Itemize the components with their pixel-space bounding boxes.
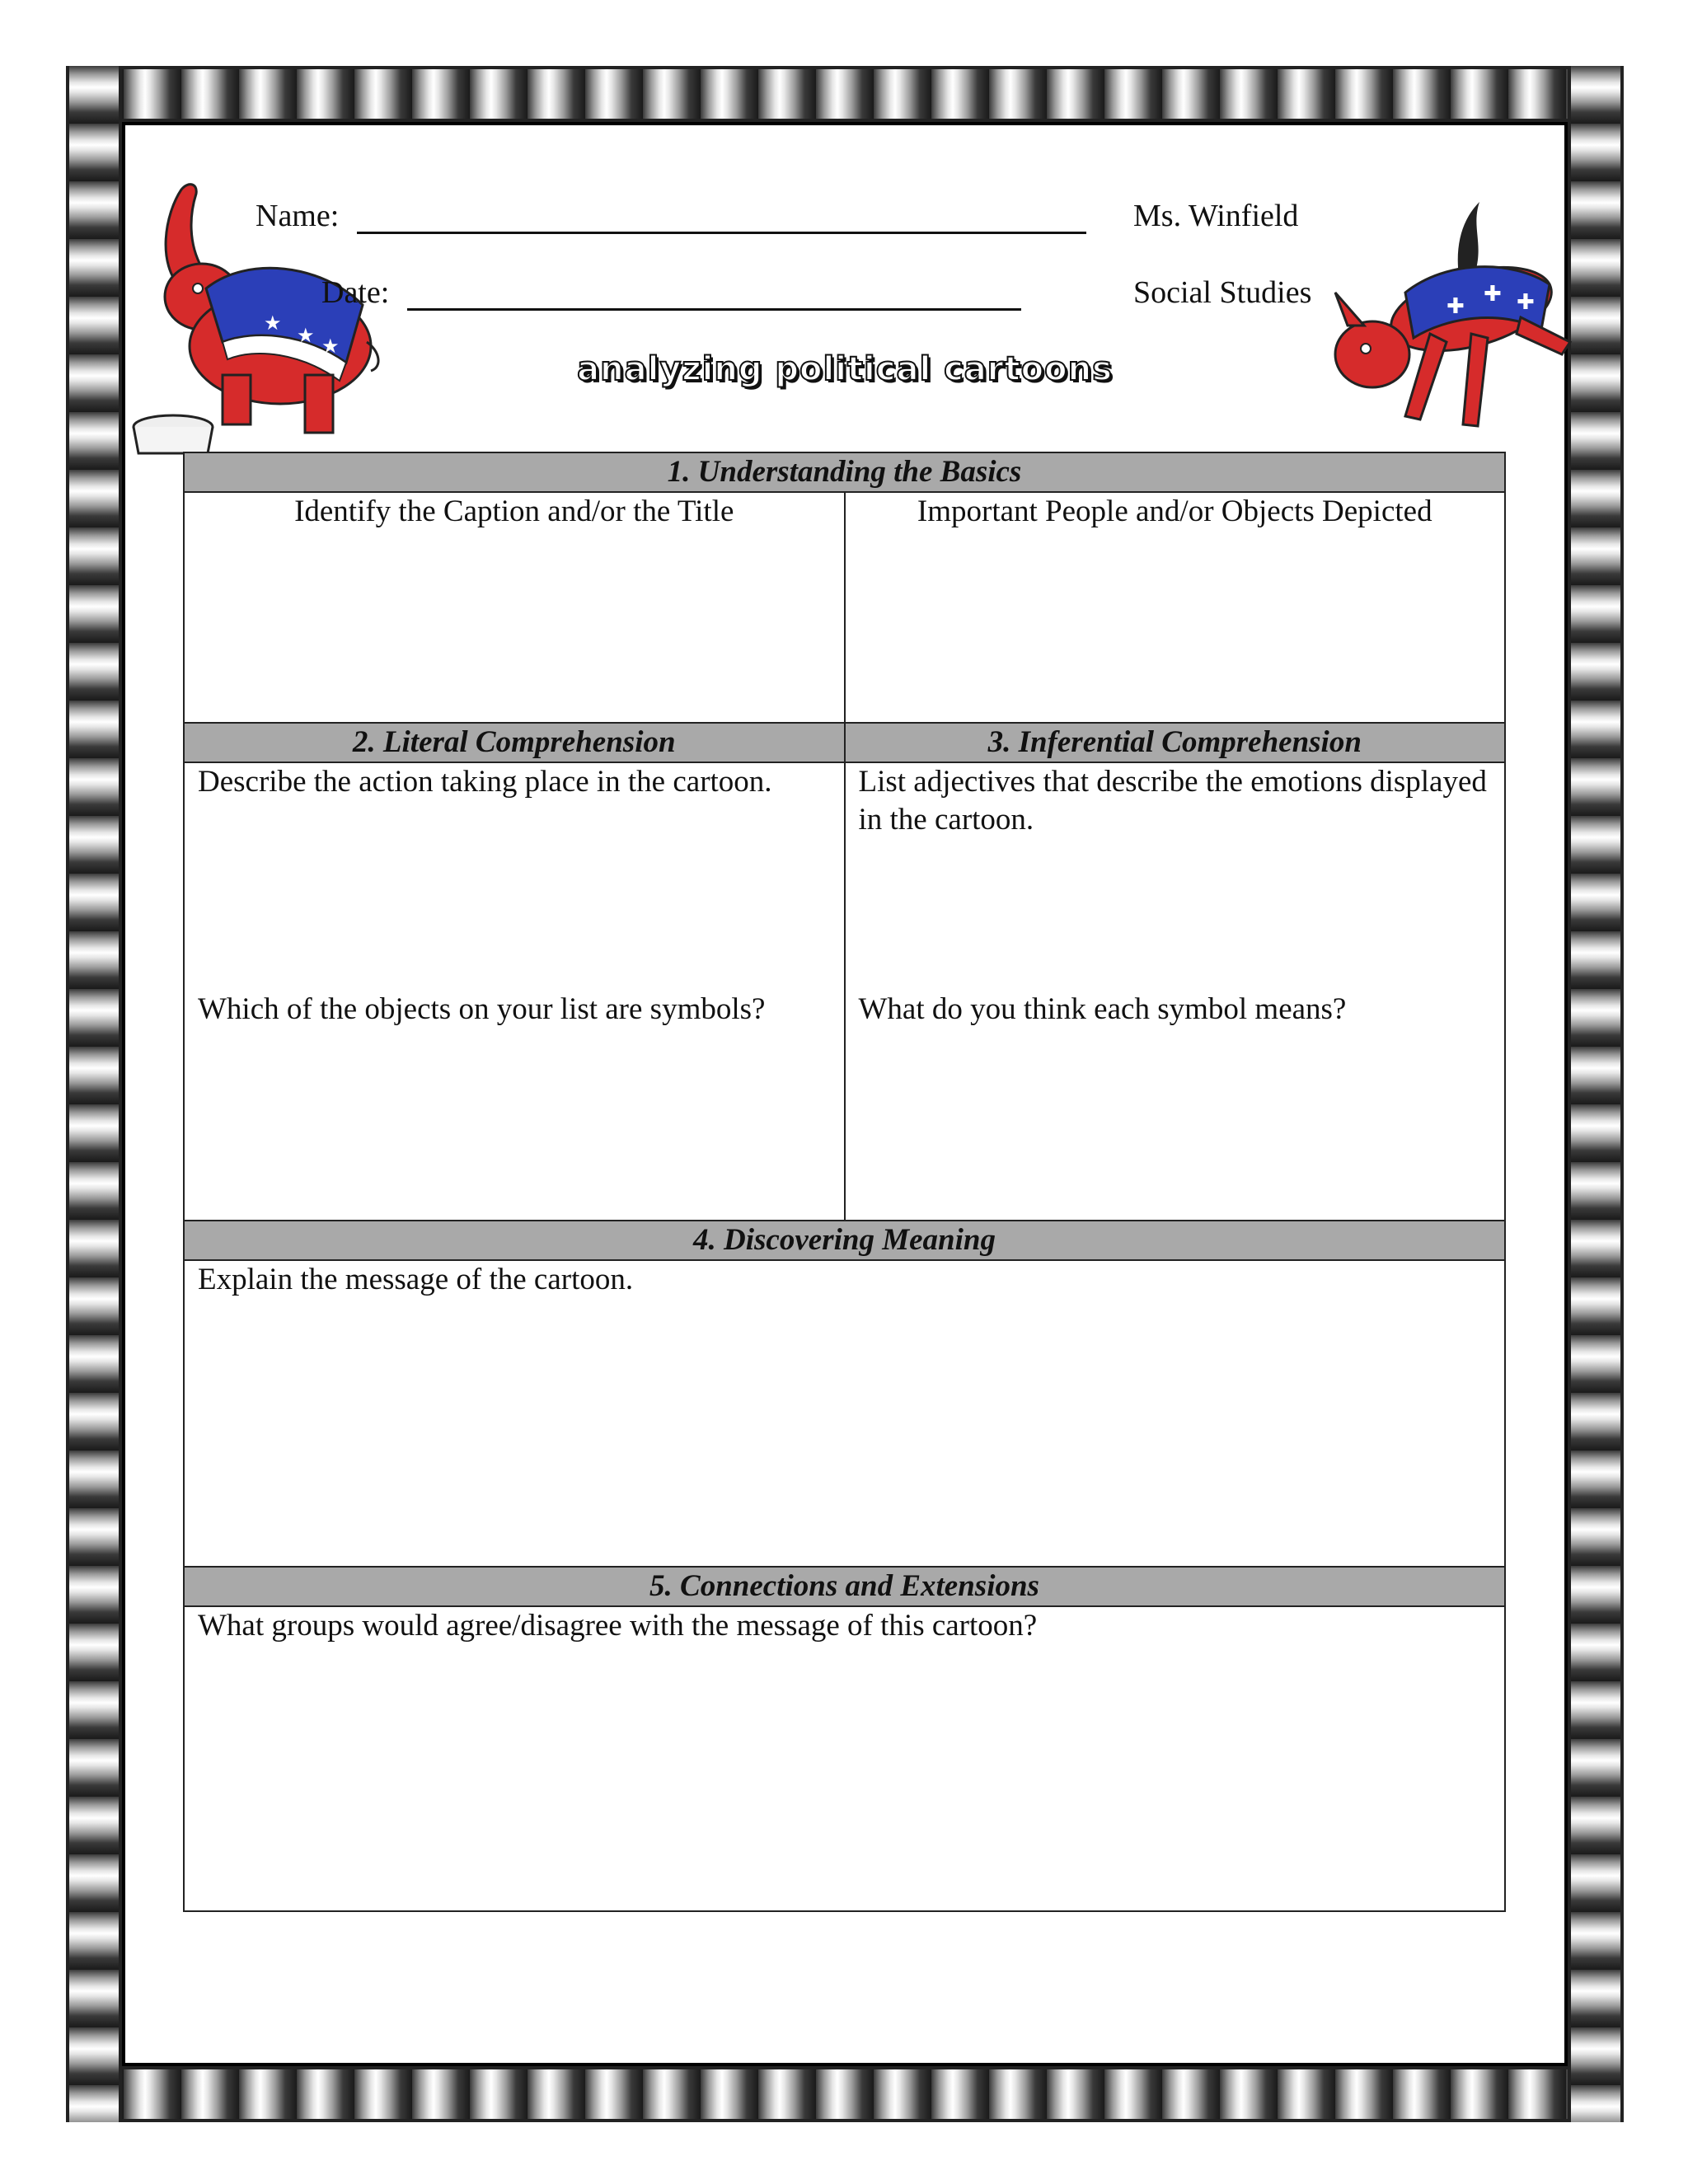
groups-prompt: What groups would agree/disagree with the message of this cartoon? — [198, 1609, 1038, 1643]
connections-cell[interactable] — [185, 1607, 1504, 1910]
section-1-row — [185, 493, 1504, 724]
literal-comprehension-cell[interactable] — [185, 763, 844, 1220]
emotions-prompt: List adjectives that describe the emotions displayed in the cartoon. — [858, 765, 1487, 837]
border-bottom — [66, 2066, 1624, 2122]
svg-text:★: ★ — [264, 312, 282, 335]
section-1-header: 1. Understanding the Basics — [185, 453, 1504, 493]
date-label: Date: — [321, 275, 390, 310]
inferential-comprehension-cell[interactable] — [844, 763, 1505, 1220]
caption-prompt: Identify the Caption and/or the Title — [294, 494, 734, 528]
describe-action-prompt: Describe the action taking place in the cartoon. — [198, 765, 772, 799]
section-4-header: 4. Discovering Meaning — [185, 1221, 1504, 1261]
border-top — [66, 66, 1624, 122]
name-label: Name: — [256, 199, 340, 233]
discovering-meaning-cell[interactable] — [185, 1261, 1504, 1568]
section-2-header: 2. Literal Comprehension — [185, 724, 844, 762]
section-5-header: 5. Connections and Extensions — [185, 1568, 1504, 1607]
message-prompt: Explain the message of the cartoon. — [198, 1263, 634, 1296]
date-field — [321, 274, 1021, 311]
democratic-donkey-icon — [1315, 194, 1578, 441]
subject-name: Social Studies — [1133, 275, 1312, 310]
symbols-prompt: Which of the objects on your list are symbols? — [198, 992, 766, 1026]
svg-text:✚: ✚ — [1517, 290, 1535, 315]
svg-text:★: ★ — [297, 324, 315, 347]
caption-cell[interactable] — [185, 493, 844, 722]
svg-text:✚: ✚ — [1484, 282, 1502, 307]
people-objects-prompt: Important People and/or Objects Depicted — [917, 494, 1432, 528]
border-left — [66, 66, 122, 2122]
symbol-meaning-prompt: What do you think each symbol means? — [858, 992, 1347, 1026]
section-3-header: 3. Inferential Comprehension — [844, 724, 1505, 762]
worksheet-table — [183, 452, 1506, 1912]
name-field — [256, 198, 1086, 234]
svg-text:★: ★ — [321, 335, 340, 358]
name-blank-line[interactable] — [357, 204, 1086, 234]
page-title: analyzing political cartoons — [577, 350, 1113, 388]
date-blank-line[interactable] — [407, 280, 1021, 311]
section-2-3-body-row — [185, 763, 1504, 1221]
teacher-name: Ms. Winfield — [1133, 199, 1299, 233]
svg-text:✚: ✚ — [1447, 294, 1465, 319]
people-objects-cell[interactable] — [844, 493, 1505, 722]
section-2-3-header-row — [185, 724, 1504, 763]
